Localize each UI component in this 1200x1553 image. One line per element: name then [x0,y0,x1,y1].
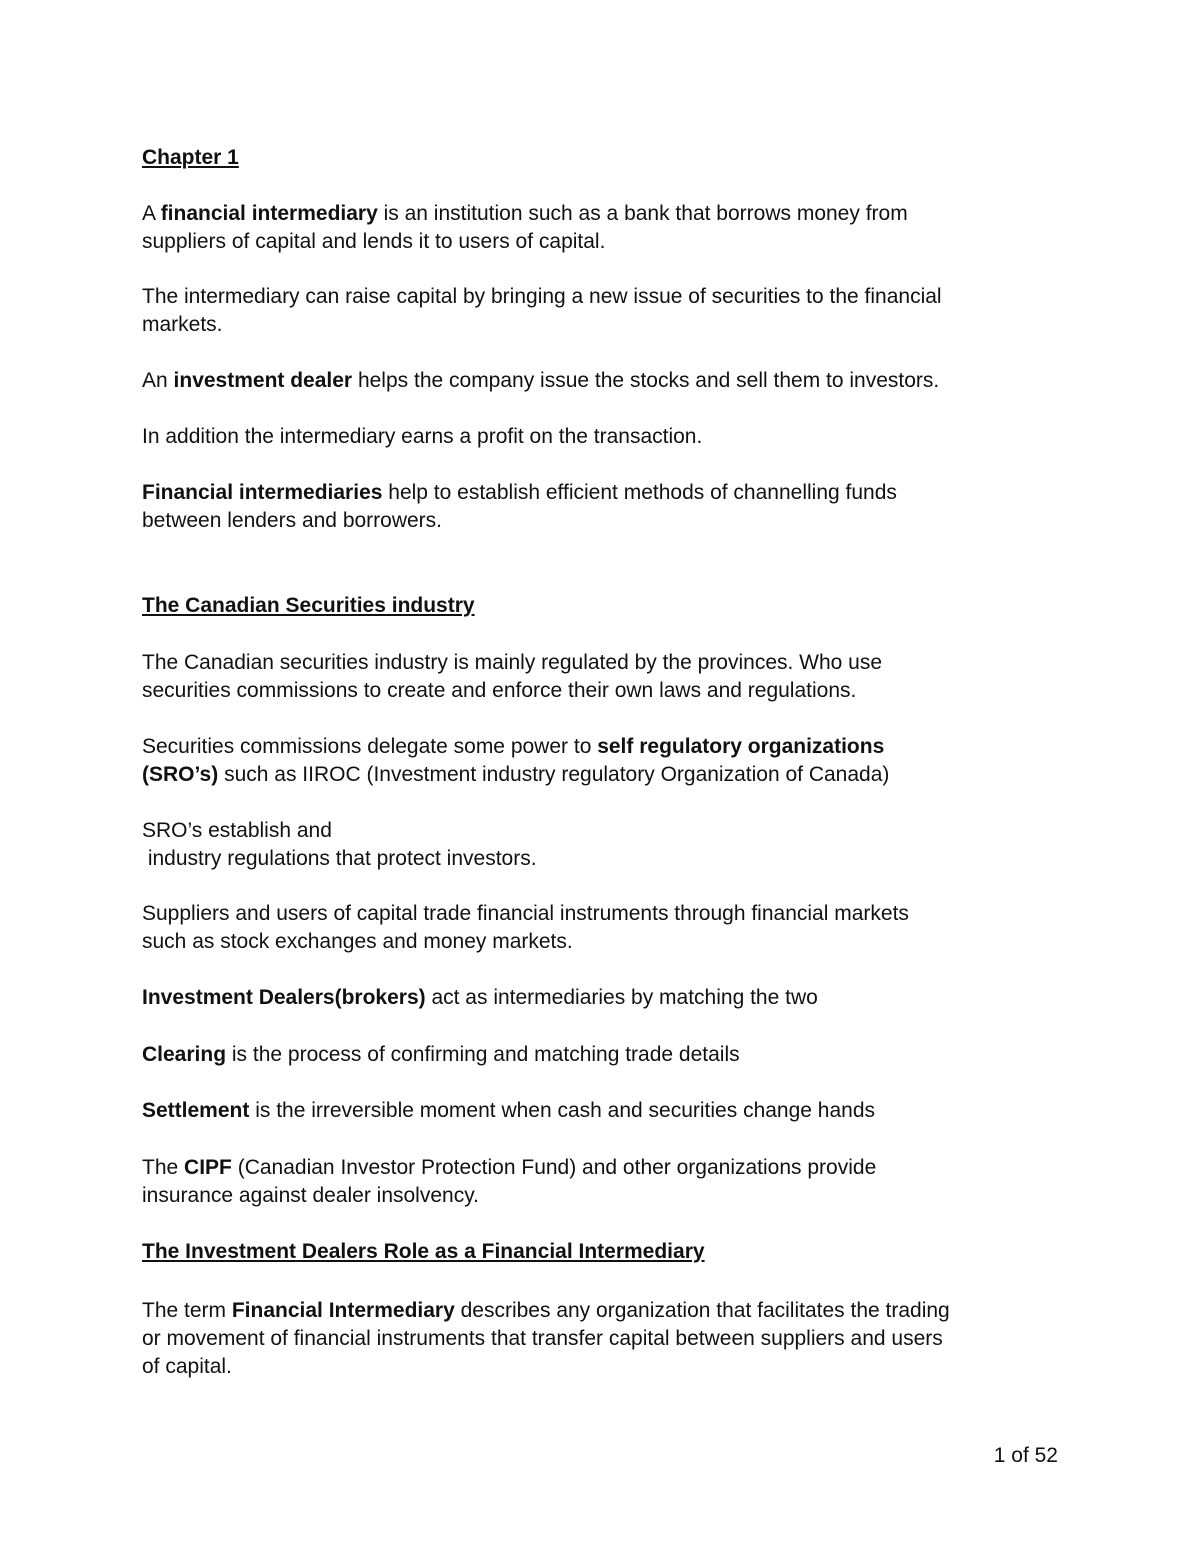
term-clearing: Clearing [142,1043,227,1066]
term-financial-intermediary-2: Financial Intermediary [231,1299,455,1322]
paragraph-clearing: Clearing is the process of confirming and matching trade details [142,1043,740,1066]
term-financial-intermediary: financial intermediary [160,202,378,225]
paragraph-investment-dealers-brokers: Investment Dealers(brokers) act as intermediaries by matching the two [142,986,818,1009]
term-investment-dealer: investment dealer [173,369,353,392]
paragraph-sro-establish: SRO’s establish and industry regulations that protect investors. [142,819,537,870]
paragraph-regulated-provinces: The Canadian securities industry is mainly regulated by the provinces. Who use securities commissions to create and enforce their own laws and regulations. [142,651,883,702]
paragraph-financial-intermediary: A financial intermediary is an institution such as a bank that borrows money from suppliers of capital and lends it to users of capital. [142,202,908,253]
paragraph-cipf: The CIPF (Canadian Investor Protection Fund) and other organizations provide insurance against dealer insolvency. [142,1156,877,1207]
paragraph-sro: Securities commissions delegate some power to self regulatory organizations (SRO’s) such as IIROC (Investment industry regulatory Organization of Canada) [142,735,890,786]
term-self-regulatory-organizations: self regulatory organizations [597,735,885,758]
term-settlement: Settlement [142,1099,250,1122]
paragraph-suppliers-users: Suppliers and users of capital trade financial instruments through financial markets such as stock exchanges and money markets. [142,902,909,953]
section-heading-canadian-securities: The Canadian Securities industry [142,594,475,617]
term-investment-dealers-brokers: Investment Dealers(brokers) [142,986,426,1009]
paragraph-efficient-methods: Financial intermediaries help to establish efficient methods of channelling funds between lenders and borrowers. [142,481,897,532]
paragraph-investment-dealer: An investment dealer helps the company issue the stocks and sell them to investors. [142,369,940,392]
paragraph-settlement: Settlement is the irreversible moment when cash and securities change hands [142,1099,876,1122]
paragraph-raise-capital: The intermediary can raise capital by bringing a new issue of securities to the financial markets. [142,285,942,336]
paragraph-term-financial-intermediary: The term Financial Intermediary describes any organization that facilitates the trading or movement of financial instruments that transfer capital between suppliers and users of capital. [142,1299,950,1378]
term-financial-intermediaries: Financial intermediaries [142,481,383,504]
paragraph-profit: In addition the intermediary earns a profit on the transaction. [142,425,703,448]
page-number: 1 of 52 [993,1444,1058,1467]
term-sros: (SRO’s) [142,763,219,786]
chapter-heading: Chapter 1 [142,146,239,169]
section-heading-investment-dealers-role: The Investment Dealers Role as a Financial Intermediary [142,1240,705,1263]
term-cipf: CIPF [184,1156,232,1179]
